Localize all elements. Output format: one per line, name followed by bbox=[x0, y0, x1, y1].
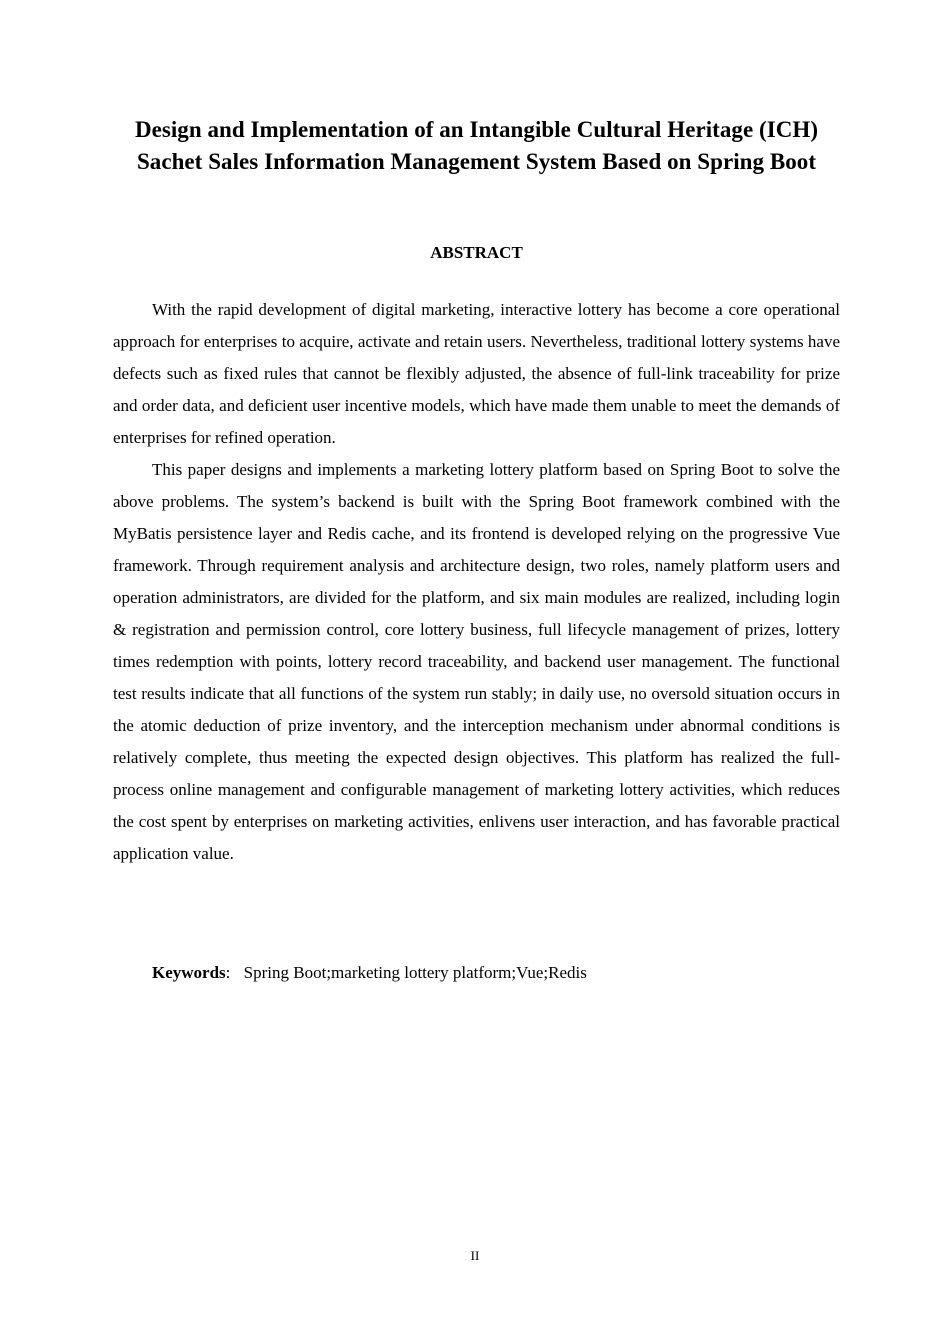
keywords-label: Keywords bbox=[152, 963, 226, 982]
keywords-value: Spring Boot;marketing lottery platform;Vue;Redis bbox=[243, 963, 587, 982]
abstract-paragraph-1: With the rapid development of digital marketing, interactive lottery has become a core operational approach for enterprises to acquire, activate and retain users. Nevertheless, traditional lottery systems have defects such as fixed rules that cannot be flexibly adjusted, the absence of full-link traceability for prize and order data, and deficient user incentive models, which have made them unable to meet the demands of enterprises for refined operation. bbox=[113, 300, 840, 447]
abstract-body bbox=[113, 294, 840, 870]
paper-title: Design and Implementation of an Intangible Cultural Heritage (ICH) Sachet Sales Information Management System Based on Spring Boot bbox=[134, 117, 819, 174]
abstract-heading: ABSTRACT bbox=[430, 243, 523, 262]
abstract-paragraph-2: This paper designs and implements a marketing lottery platform based on Spring Boot to solve the above problems. The system’s backend is built with the Spring Boot framework combined with the MyBatis persistence layer and Redis cache, and its frontend is developed relying on the progressive Vue framework. Through requirement analysis and architecture design, two roles, namely platform users and operation administrators, are divided for the platform, and six main modules are realized, including login & registration and permission control, core lottery business, full lifecycle management of prizes, lottery times redemption with points, lottery record traceability, and backend user management. The functional test results indicate that all functions of the system run stably; in daily use, no oversold situation occurs in the atomic deduction of prize inventory, and the interception mechanism under abnormal conditions is relatively complete, thus meeting the expected design objectives. This platform has realized the full-process online management and configurable management of marketing lottery activities, which reduces the cost spent by enterprises on marketing activities, enlivens user interaction, and has favorable practical application value. bbox=[113, 460, 840, 863]
keywords-line bbox=[152, 959, 842, 987]
page-number: II bbox=[470, 1248, 480, 1263]
keywords-separator: : bbox=[225, 963, 231, 982]
